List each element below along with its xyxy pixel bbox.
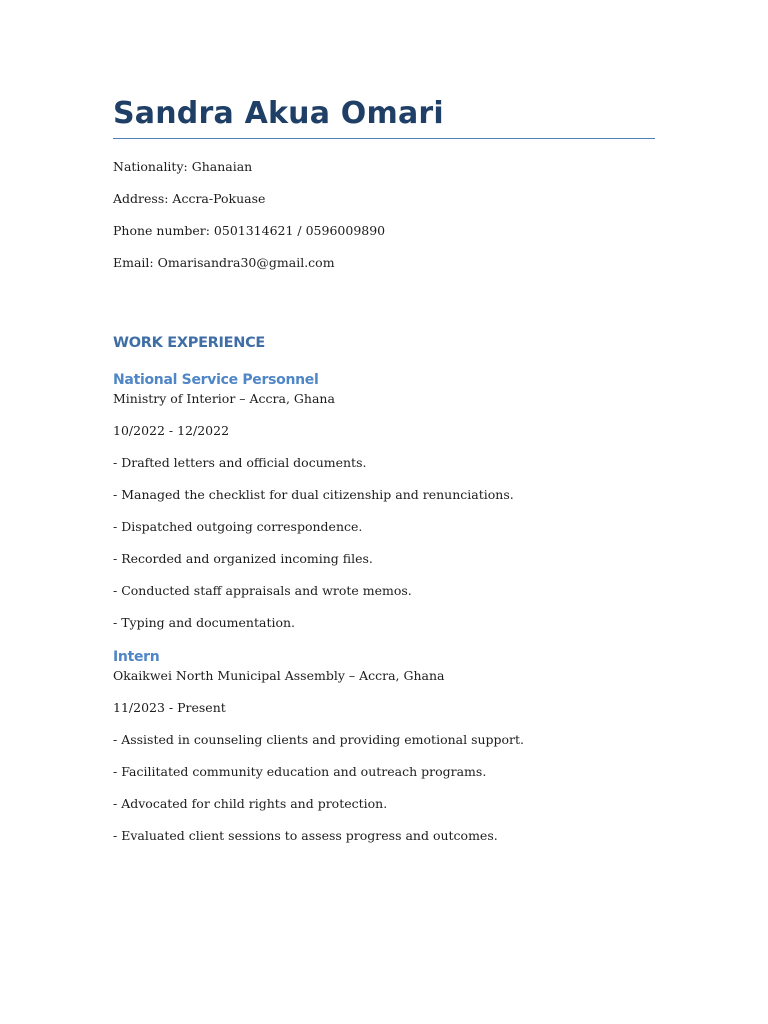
resume-content: [113, 94, 655, 860]
job-title: Intern: [113, 649, 160, 665]
job-duty: - Assisted in counseling clients and providing emotional support.: [113, 732, 525, 747]
work-experience-heading: WORK EXPERIENCE: [113, 335, 266, 351]
phone-line: Phone number: 0501314621 / 0596009890: [113, 223, 386, 238]
job-dates: 10/2022 - 12/2022: [113, 423, 230, 438]
job-duty: - Facilitated community education and outreach programs.: [113, 764, 487, 779]
job-dates: 11/2023 - Present: [113, 700, 226, 715]
job-duty: - Conducted staff appraisals and wrote memos.: [113, 583, 412, 598]
job-duty: - Dispatched outgoing correspondence.: [113, 519, 363, 534]
job-duty: - Advocated for child rights and protection.: [113, 796, 388, 811]
contact-info: [113, 159, 655, 271]
job-duty: - Recorded and organized incoming files.: [113, 551, 373, 566]
job-duty: - Typing and documentation.: [113, 615, 296, 630]
job-duty: - Drafted letters and official documents.: [113, 455, 367, 470]
address-line: Address: Accra-Pokuase: [113, 191, 266, 206]
nationality-line: Nationality: Ghanaian: [113, 159, 253, 174]
job-title: National Service Personnel: [113, 372, 319, 388]
job-organization: Ministry of Interior – Accra, Ghana: [113, 391, 335, 406]
applicant-name: Sandra Akua Omari: [113, 94, 655, 139]
job-entry: [113, 370, 655, 631]
job-duty: - Managed the checklist for dual citizenship and renunciations.: [113, 487, 514, 502]
email-line: Email: Omarisandra30@gmail.com: [113, 255, 335, 270]
job-duty: - Evaluated client sessions to assess progress and outcomes.: [113, 828, 498, 843]
job-entry: [113, 647, 655, 844]
job-organization: Okaikwei North Municipal Assembly – Accra, Ghana: [113, 668, 445, 683]
